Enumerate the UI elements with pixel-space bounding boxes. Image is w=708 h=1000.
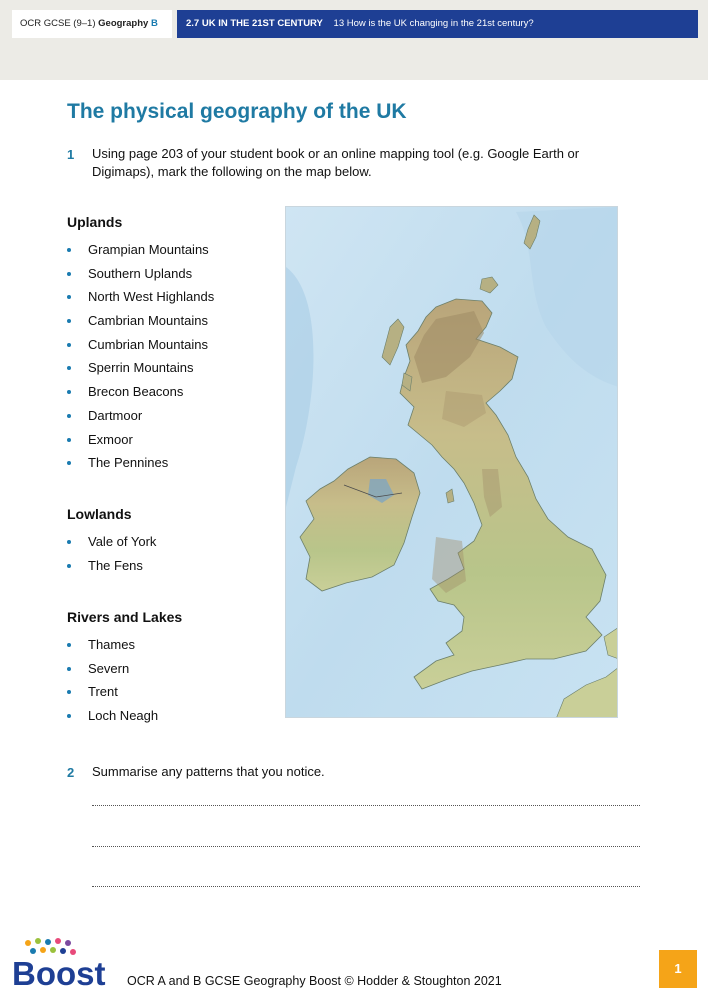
rivers-heading: Rivers and Lakes <box>67 609 183 625</box>
uk-relief-map[interactable] <box>285 206 618 718</box>
lowlands-heading: Lowlands <box>67 506 132 522</box>
course-prefix: OCR GCSE (9–1) <box>20 18 96 29</box>
uplands-item: Cumbrian Mountains <box>67 335 214 359</box>
rivers-item: Thames <box>67 635 158 659</box>
question-2-text: Summarise any patterns that you notice. <box>92 764 325 779</box>
course-subject: Geography <box>98 18 149 29</box>
uplands-item: Cambrian Mountains <box>67 311 214 335</box>
lowlands-list <box>67 532 156 579</box>
uplands-list <box>67 240 214 477</box>
logo-dot <box>65 940 71 946</box>
rivers-item: Trent <box>67 682 158 706</box>
rivers-list <box>67 635 158 730</box>
lowlands-item: The Fens <box>67 556 156 580</box>
rivers-item: Severn <box>67 659 158 683</box>
course-subject-letter: B <box>150 18 158 29</box>
answer-line-2[interactable] <box>92 846 640 847</box>
uplands-item: Brecon Beacons <box>67 382 214 406</box>
question-1-text <box>92 145 579 181</box>
course-label <box>12 10 172 38</box>
answer-line-3[interactable] <box>92 886 640 887</box>
question-1-number: 1 <box>67 147 75 162</box>
page-number: 1 <box>659 950 697 988</box>
logo-dot <box>50 947 56 953</box>
topic-question: 13 How is the UK changing in the 21st century? <box>333 18 534 29</box>
question-1-line-2: Digimaps), mark the following on the map below. <box>92 164 372 179</box>
question-2-number: 2 <box>67 765 75 780</box>
logo-dot <box>55 938 61 944</box>
logo-dot <box>30 948 36 954</box>
page-title: The physical geography of the UK <box>67 100 407 123</box>
uplands-item: Grampian Mountains <box>67 240 214 264</box>
boost-logo-image <box>12 938 120 990</box>
boost-logo <box>12 938 120 990</box>
logo-wordmark: Boost <box>12 955 106 990</box>
uplands-item: Exmoor <box>67 430 214 454</box>
logo-dot <box>45 939 51 945</box>
logo-dot <box>35 938 41 944</box>
uplands-item: Southern Uplands <box>67 264 214 288</box>
logo-dot <box>25 940 31 946</box>
rivers-item: Loch Neagh <box>67 706 158 730</box>
answer-line-1[interactable] <box>92 805 640 806</box>
question-1-line-1: Using page 203 of your student book or an online mapping tool (e.g. Google Earth or <box>92 146 580 161</box>
topic-banner <box>177 10 698 38</box>
topic-code: 2.7 UK IN THE 21ST CENTURY <box>186 18 323 29</box>
logo-dot <box>40 947 46 953</box>
uplands-item: The Pennines <box>67 453 214 477</box>
uplands-item: Sperrin Mountains <box>67 358 214 382</box>
uplands-item: North West Highlands <box>67 287 214 311</box>
uplands-heading: Uplands <box>67 214 123 230</box>
uplands-item: Dartmoor <box>67 406 214 430</box>
uk-map-image <box>286 207 618 718</box>
logo-dot <box>60 948 66 954</box>
footer-copyright: OCR A and B GCSE Geography Boost © Hodder & Stoughton 2021 <box>127 974 502 988</box>
lowlands-item: Vale of York <box>67 532 156 556</box>
